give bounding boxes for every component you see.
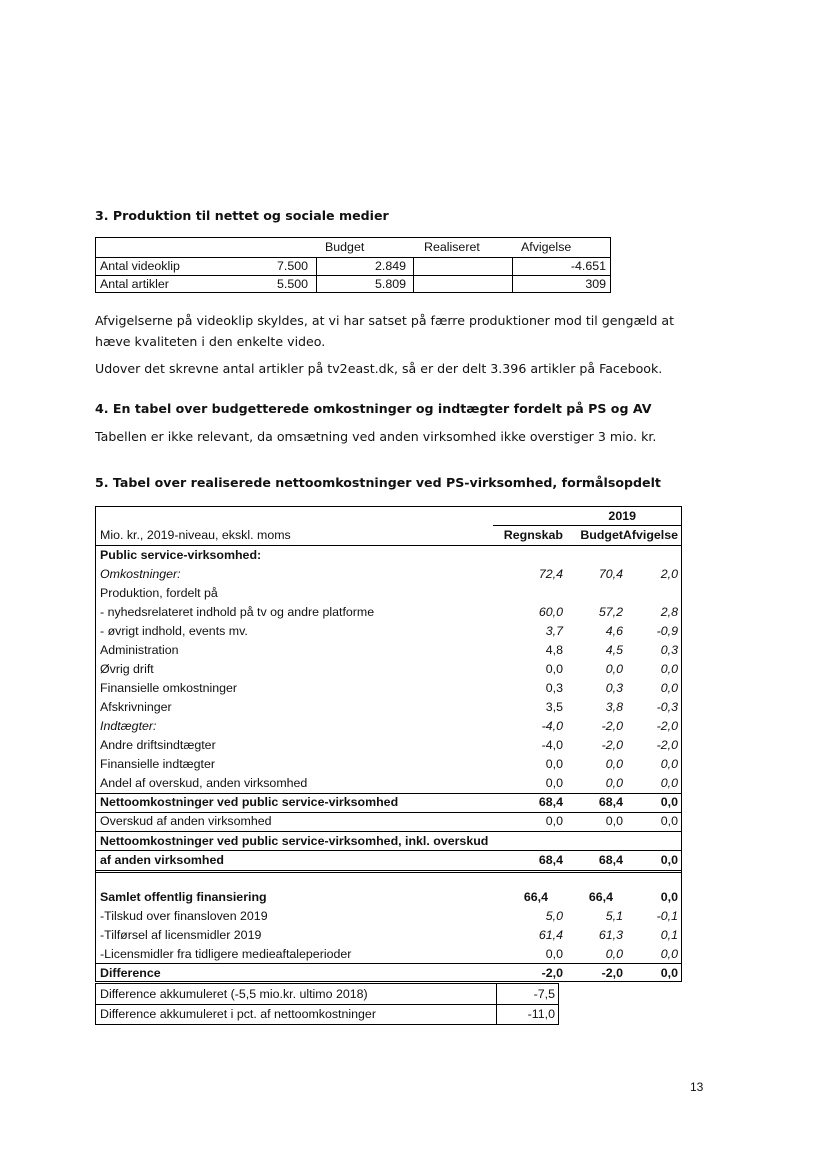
section-4-heading: 4. En tabel over budgetterede omkostninger og indtægter fordelt på PS og AV bbox=[95, 401, 652, 416]
row-label: Nettoomkostninger ved public service-virksomhed bbox=[100, 795, 399, 809]
row-value-c2: 0,0 bbox=[605, 757, 623, 771]
netto-incl-regnskab: 68,4 bbox=[538, 853, 563, 867]
table-row bbox=[96, 641, 681, 660]
row-value-c1: 0,0 bbox=[545, 947, 563, 961]
table-row bbox=[96, 717, 681, 736]
accum-value: -7,5 bbox=[533, 987, 555, 1001]
row-value-c2: -2,0 bbox=[601, 966, 623, 980]
row-value-c3: 0,1 bbox=[660, 928, 678, 942]
section-5-heading: 5. Tabel over realiserede nettoomkostninger ved PS-virksomhed, formålsopdelt bbox=[95, 475, 661, 490]
netto-incl-afvigelse: 0,0 bbox=[660, 853, 678, 867]
row-label: Andel af overskud, anden virksomhed bbox=[100, 776, 308, 790]
table-row bbox=[96, 698, 681, 717]
accumulated-difference-table bbox=[95, 983, 559, 1025]
row-value-c3: 0,0 bbox=[660, 681, 678, 695]
row-value-c1: 3,7 bbox=[545, 624, 563, 638]
row-value-c1: 3,5 bbox=[545, 700, 563, 714]
row-label: Afskrivninger bbox=[100, 700, 172, 714]
row-label: Antal artikler bbox=[100, 277, 169, 291]
cell-realiseret: 5.809 bbox=[374, 277, 406, 291]
table-row bbox=[96, 736, 681, 755]
row-value-c2: 0,0 bbox=[605, 776, 623, 790]
row-value-c1: 0,0 bbox=[545, 662, 563, 676]
row-value-c1: 5,0 bbox=[545, 909, 563, 923]
accum-pct-value: -11,0 bbox=[527, 1007, 555, 1021]
row-value-c2: 66,4 bbox=[588, 890, 613, 904]
table-row bbox=[96, 755, 681, 774]
paragraph-artikler: Udover det skrevne antal artikler på tv2east.dk, så er der delt 3.396 artikler på Facebook. bbox=[95, 361, 663, 376]
cell-realiseret: 2.849 bbox=[374, 259, 406, 273]
row-value-c3: -0,3 bbox=[656, 700, 678, 714]
row-value-c1: 60,0 bbox=[538, 605, 563, 619]
netto-incl-label-2: af anden virksomhed bbox=[100, 853, 224, 867]
table-row bbox=[96, 945, 681, 964]
row-value-c1: 0,3 bbox=[545, 681, 563, 695]
row-value-c1: -4,0 bbox=[541, 738, 563, 752]
row-value-c3: 0,0 bbox=[660, 776, 678, 790]
row-label: -Licensmidler fra tidligere medieaftaleperioder bbox=[100, 947, 352, 961]
row-value-c3: -0,9 bbox=[656, 624, 678, 638]
cell-budget: 7.500 bbox=[276, 259, 308, 273]
row-value-c2: 0,0 bbox=[605, 814, 623, 828]
table-row bbox=[96, 926, 681, 945]
row-label: Omkostninger: bbox=[100, 567, 181, 581]
cell-afvigelse: 309 bbox=[585, 277, 606, 291]
row-label: - øvrigt indhold, events mv. bbox=[100, 624, 248, 638]
netto-incl-budget: 68,4 bbox=[598, 853, 623, 867]
row-value-c2: 68,4 bbox=[598, 795, 623, 809]
row-value-c3: 2,0 bbox=[660, 567, 678, 581]
row-value-c2: -2,0 bbox=[601, 738, 623, 752]
row-value-c2: 4,5 bbox=[605, 643, 623, 657]
header-budget: Budget bbox=[325, 240, 365, 254]
row-value-c3: -0,1 bbox=[656, 909, 678, 923]
table-row bbox=[96, 546, 681, 565]
row-value-c1: 61,4 bbox=[538, 928, 563, 942]
row-label: Øvrig drift bbox=[100, 662, 154, 676]
row-value-c2: 61,3 bbox=[598, 928, 623, 942]
table-row bbox=[96, 603, 681, 622]
row-value-c3: 0,0 bbox=[660, 966, 678, 980]
row-label: - nyhedsrelateret indhold på tv og andre platforme bbox=[100, 605, 375, 619]
row-value-c1: 0,0 bbox=[545, 814, 563, 828]
row-label: Finansielle indtægter bbox=[100, 757, 216, 771]
row-value-c2: -2,0 bbox=[601, 719, 623, 733]
header-afvigelse: Afvigelse bbox=[521, 240, 572, 254]
row-value-c1: 4,8 bbox=[545, 643, 563, 657]
table-row bbox=[96, 793, 681, 812]
table-row bbox=[96, 812, 681, 831]
row-value-c3: 0,0 bbox=[660, 814, 678, 828]
row-value-c3: -2,0 bbox=[656, 719, 678, 733]
cell-budget: 5.500 bbox=[276, 277, 308, 291]
accum-label: Difference akkumuleret (-5,5 mio.kr. ultimo 2018) bbox=[100, 987, 368, 1001]
table-row bbox=[96, 660, 681, 679]
paragraph-afvigelser: Afvigelserne på videoklip skyldes, at vi har satset på færre produktioner mod til gengæld at hæve kvaliteten i den enkelte video. bbox=[95, 313, 675, 349]
row-value-c2: 0,0 bbox=[605, 947, 623, 961]
row-value-c3: 0,0 bbox=[660, 947, 678, 961]
row-value-c1: 0,0 bbox=[545, 776, 563, 790]
row-label: Administration bbox=[100, 643, 179, 657]
row-value-c3: 0,0 bbox=[660, 890, 678, 904]
row-label: -Tilførsel af licensmidler 2019 bbox=[100, 928, 262, 942]
row-label: Overskud af anden virksomhed bbox=[100, 814, 272, 828]
table-row bbox=[96, 584, 681, 603]
row-value-c1: -2,0 bbox=[541, 966, 563, 980]
row-value-c2: 57,2 bbox=[598, 605, 623, 619]
section-3-heading: 3. Produktion til nettet og sociale medier bbox=[95, 208, 389, 223]
header-afvigelse: Afvigelse bbox=[622, 528, 678, 542]
row-value-c3: 2,8 bbox=[660, 605, 678, 619]
row-label: Produktion, fordelt på bbox=[100, 586, 218, 600]
table-row bbox=[96, 679, 681, 698]
row-value-c3: 0,0 bbox=[660, 757, 678, 771]
table-row bbox=[96, 622, 681, 641]
table-row bbox=[96, 907, 681, 926]
row-value-c2: 0,3 bbox=[605, 681, 623, 695]
row-value-c3: 0,3 bbox=[660, 643, 678, 657]
page-number: 13 bbox=[690, 1080, 704, 1094]
row-value-c1: 0,0 bbox=[545, 757, 563, 771]
row-label: Indtægter: bbox=[100, 719, 157, 733]
row-label: Finansielle omkostninger bbox=[100, 681, 238, 695]
row-value-c1: 66,4 bbox=[523, 890, 548, 904]
row-value-c2: 5,1 bbox=[605, 909, 623, 923]
row-value-c2: 3,8 bbox=[605, 700, 623, 714]
header-regnskab: Regnskab bbox=[503, 528, 563, 542]
table-row bbox=[96, 888, 681, 907]
row-label: Andre driftsindtægter bbox=[100, 738, 216, 752]
row-label: Samlet offentlig finansiering bbox=[100, 890, 267, 904]
year-header: 2019 bbox=[608, 509, 636, 523]
row-value-c1: 68,4 bbox=[538, 795, 563, 809]
table-row bbox=[96, 565, 681, 584]
table-row bbox=[96, 964, 681, 983]
header-budget: Budget bbox=[580, 528, 623, 542]
paragraph-relevans: Tabellen er ikke relevant, da omsætning ved anden virksomhed ikke overstiger 3 mio. kr. bbox=[95, 429, 657, 444]
unit-label: Mio. kr., 2019-niveau, ekskl. moms bbox=[100, 528, 291, 542]
row-value-c3: -2,0 bbox=[656, 738, 678, 752]
header-realiseret: Realiseret bbox=[424, 240, 480, 254]
row-label: -Tilskud over finansloven 2019 bbox=[100, 909, 268, 923]
net-cost-table bbox=[95, 506, 682, 982]
row-value-c2: 0,0 bbox=[605, 662, 623, 676]
row-value-c1: 72,4 bbox=[538, 567, 563, 581]
table-row bbox=[96, 774, 681, 793]
netto-incl-label-1: Nettoomkostninger ved public service-virksomhed, inkl. overskud bbox=[100, 834, 489, 848]
row-value-c3: 0,0 bbox=[660, 662, 678, 676]
row-label: Public service-virksomhed: bbox=[100, 548, 262, 562]
production-table bbox=[95, 237, 611, 293]
row-value-c2: 4,6 bbox=[605, 624, 623, 638]
row-label: Difference bbox=[100, 966, 161, 980]
row-value-c3: 0,0 bbox=[660, 795, 678, 809]
row-value-c1: -4,0 bbox=[541, 719, 563, 733]
cell-afvigelse: -4.651 bbox=[570, 259, 606, 273]
accum-pct-label: Difference akkumuleret i pct. af nettoomkostninger bbox=[100, 1007, 376, 1021]
row-label: Antal videoklip bbox=[100, 259, 180, 273]
row-value-c2: 70,4 bbox=[598, 567, 623, 581]
